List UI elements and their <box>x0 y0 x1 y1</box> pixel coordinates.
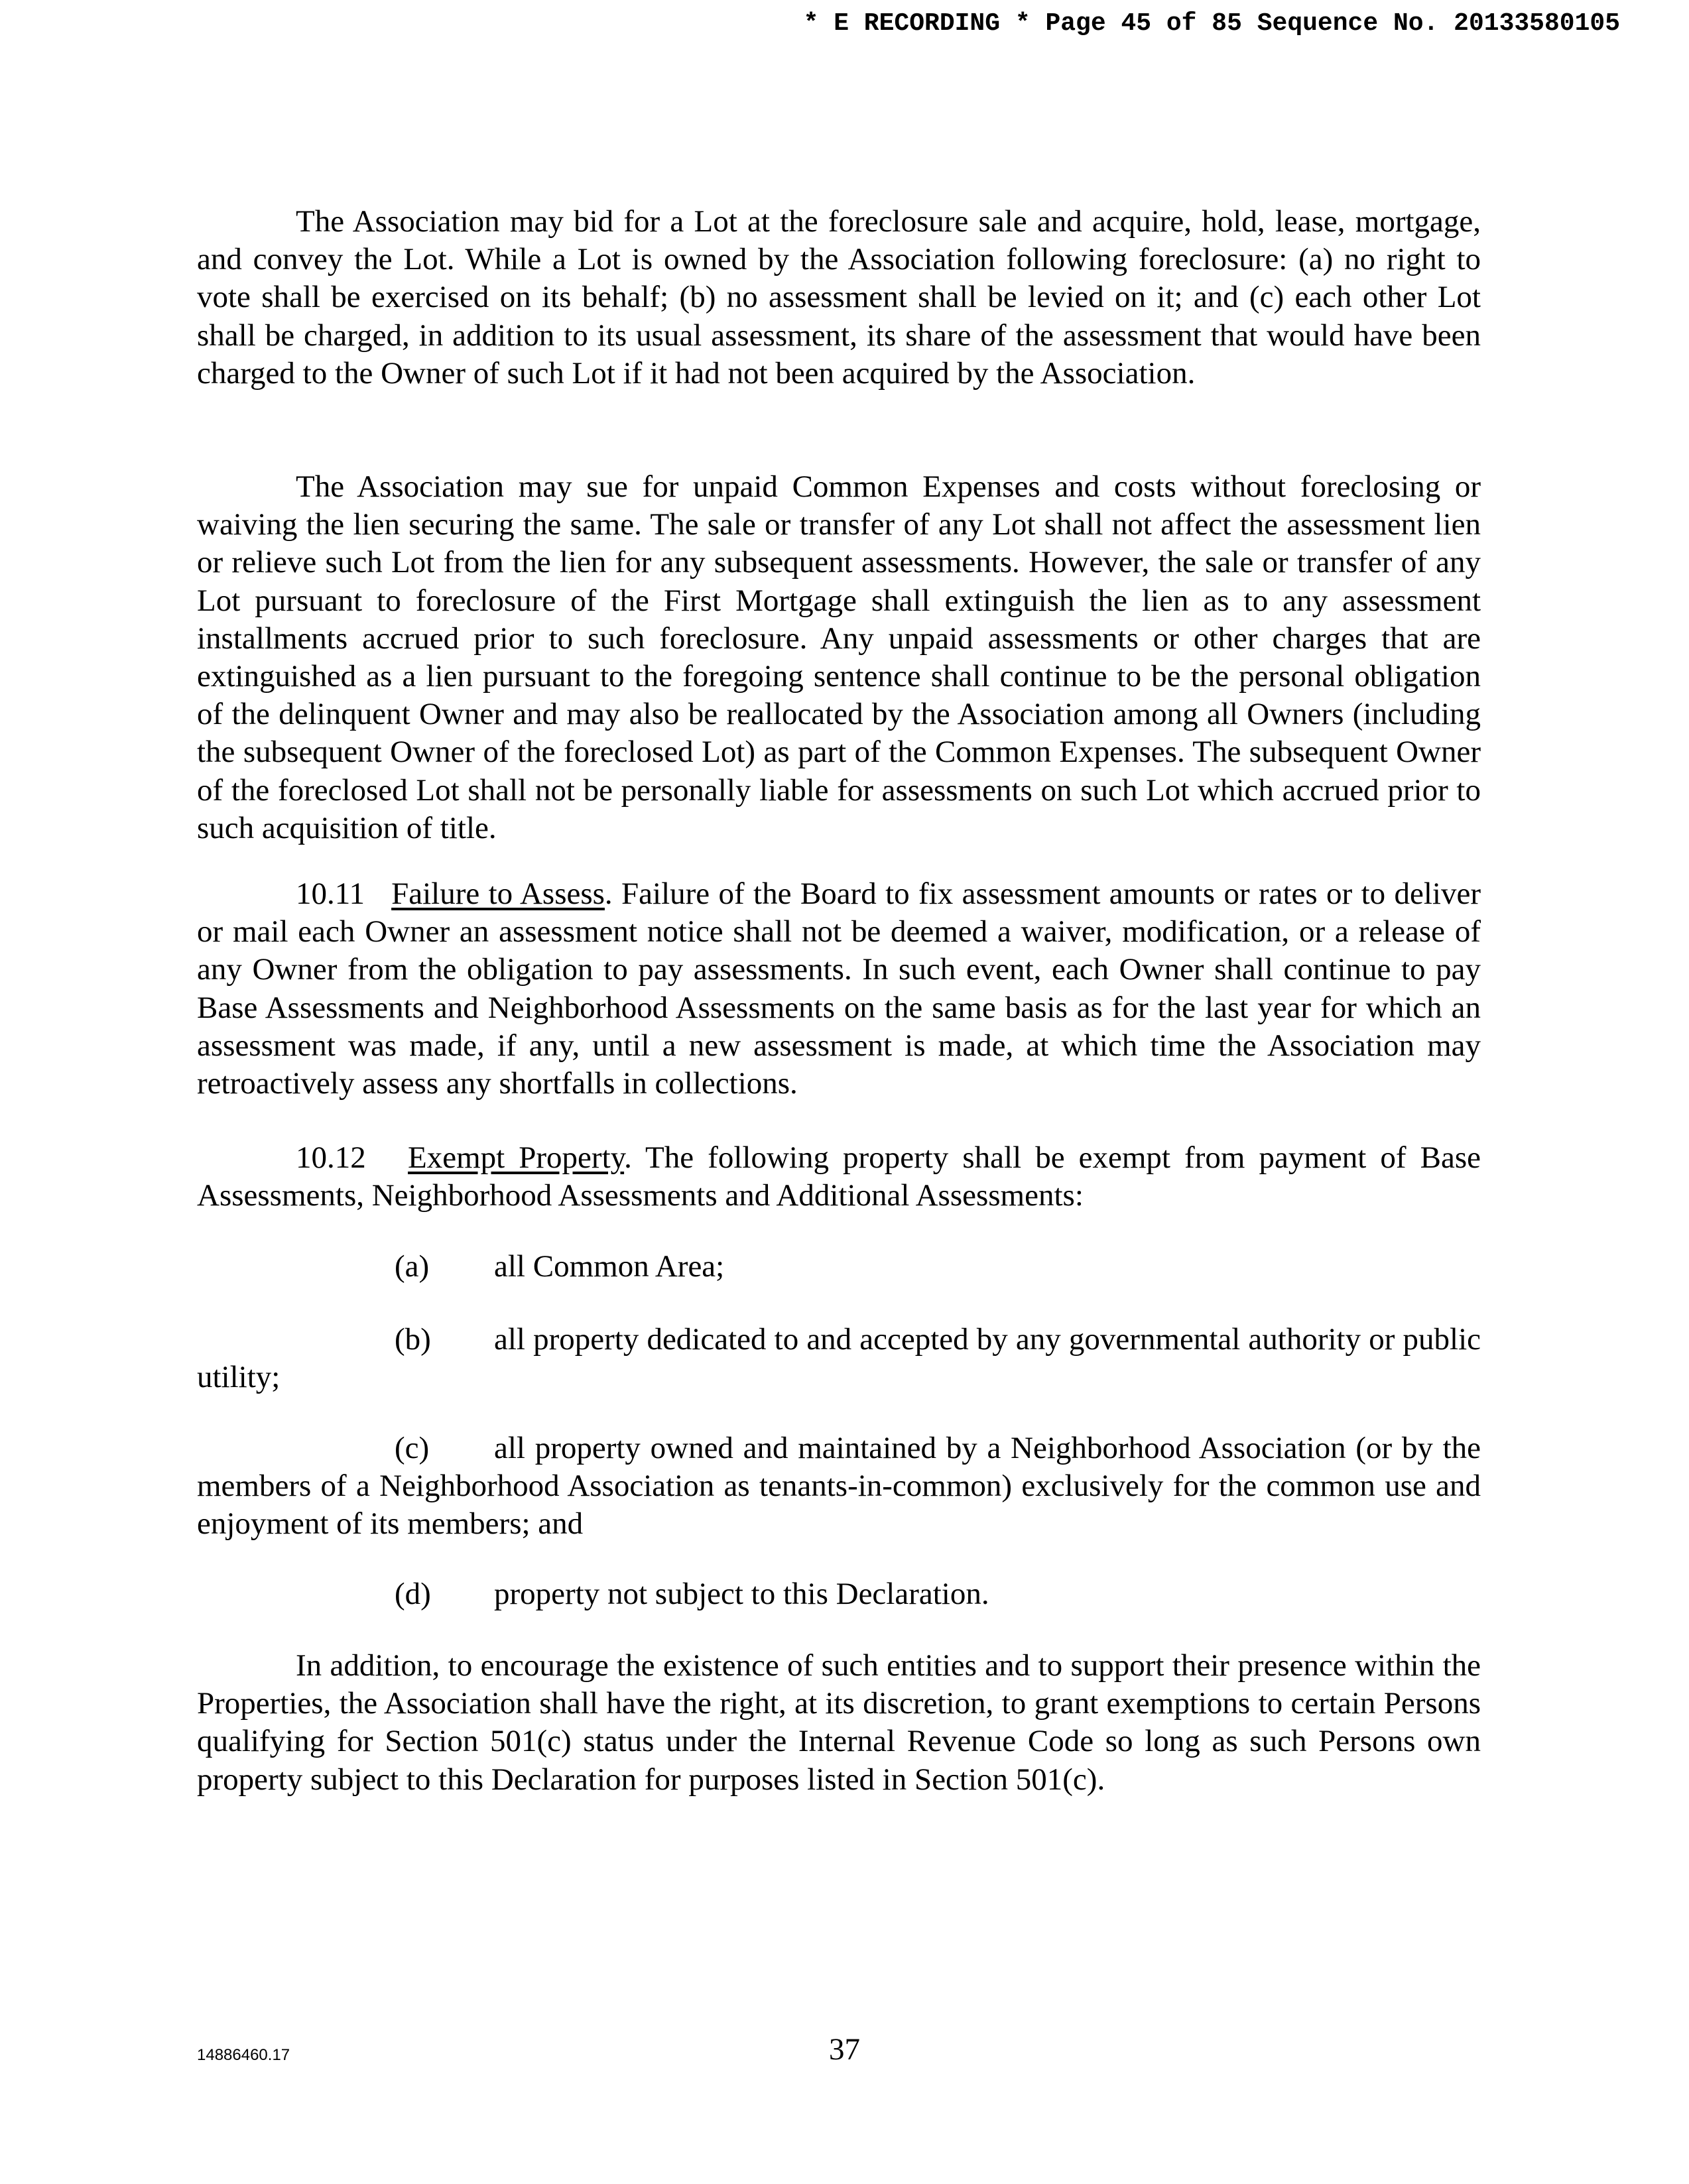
document-id: 14886460.17 <box>197 2046 290 2064</box>
item-label: (c) <box>395 1431 430 1465</box>
exempt-item-a <box>197 1248 1481 1286</box>
paragraph-foreclosure-bid: The Association may bid for a Lot at the foreclosure sale and acquire, hold, lease, mortgage, and convey the Lot. While a Lot is owned by the Association following foreclosure: (a) no right to vote shall be exercised on its behalf; (b) no assessment shall be levied on it; and (c) each other Lot shall be charged, in addition to its usual assessment, its share of the assessment that would have been charged to the Owner of such Lot if it had not been acquired by the Association. <box>197 204 1481 391</box>
section-text: . Failure of the Board to fix assessment amounts or rates or to deliver or mail each Owner an assessment notice shall not be deemed a waiver, modification, or a release of any Owner from the obligation to pay assessments. In such event, each Owner shall continue to pay Base Assessments and Neighborhood Assessments on the same basis as for the last year for which an assessment was made, if any, until a new assessment is made, at which time the Association may retroactively assess any shortfalls in collections. <box>197 877 1481 1101</box>
exempt-item-c <box>197 1429 1481 1544</box>
item-label: (b) <box>395 1322 431 1357</box>
item-label: (a) <box>395 1249 430 1284</box>
exempt-item-d <box>197 1575 1481 1613</box>
section-number: 10.11 <box>296 877 365 911</box>
exempt-item-b <box>197 1321 1481 1396</box>
section-title: Failure to Assess <box>391 877 605 911</box>
paragraph-unpaid-expenses: The Association may sue for unpaid Common Expenses and costs without foreclosing or waiving the lien securing the same. The sale or transfer of any Lot shall not affect the assessment lien or relieve such Lot from the lien for any subsequent assessments. However, the sale or transfer of any Lot pursuant to foreclosure of the First Mortgage shall extinguish the lien as to any assessment installments accrued prior to such foreclosure. Any unpaid assessments or other charges that are extinguished as a lien pursuant to the foregoing sentence shall continue to be the personal obligation of the delinquent Owner and may also be reallocated by the Association among all Owners (including the subsequent Owner of the foreclosed Lot) as part of the Common Expenses. The subsequent Owner of the foreclosed Lot shall not be personally liable for assessments on such Lot which accrued prior to such acquisition of title. <box>197 469 1481 845</box>
section-10-12 <box>197 1139 1481 1215</box>
recording-stamp: * E RECORDING * Page 45 of 85 Sequence No. 20133580105 <box>803 9 1620 38</box>
item-text: property not subject to this Declaration. <box>494 1577 989 1611</box>
item-text: all property owned and maintained by a Neighborhood Association (or by the members of a Neighborhood Association as tenants-in-common) exclusively for the common use and enjoyment of its members; and <box>197 1431 1481 1542</box>
paragraph-501c-exemptions: In addition, to encourage the existence of such entities and to support their presence within the Properties, the Association shall have the right, at its discretion, to grant exemptions to certain Persons qualifying for Section 501(c) status under the Internal Revenue Code so long as such Persons own property subject to this Declaration for purposes listed in Section 501(c). <box>197 1648 1481 1797</box>
item-label: (d) <box>395 1577 431 1611</box>
page-number: 37 <box>829 2032 860 2067</box>
section-text: . The following property shall be exempt from payment of Base Assessments, Neighborhood Assessments and Additional Assessments: <box>197 1140 1481 1213</box>
section-number: 10.12 <box>296 1140 366 1175</box>
item-text: all property dedicated to and accepted by any governmental authority or public utility; <box>197 1322 1481 1395</box>
item-text: all Common Area; <box>494 1249 725 1284</box>
section-10-11 <box>197 875 1481 1103</box>
section-title: Exempt Property <box>408 1140 625 1175</box>
